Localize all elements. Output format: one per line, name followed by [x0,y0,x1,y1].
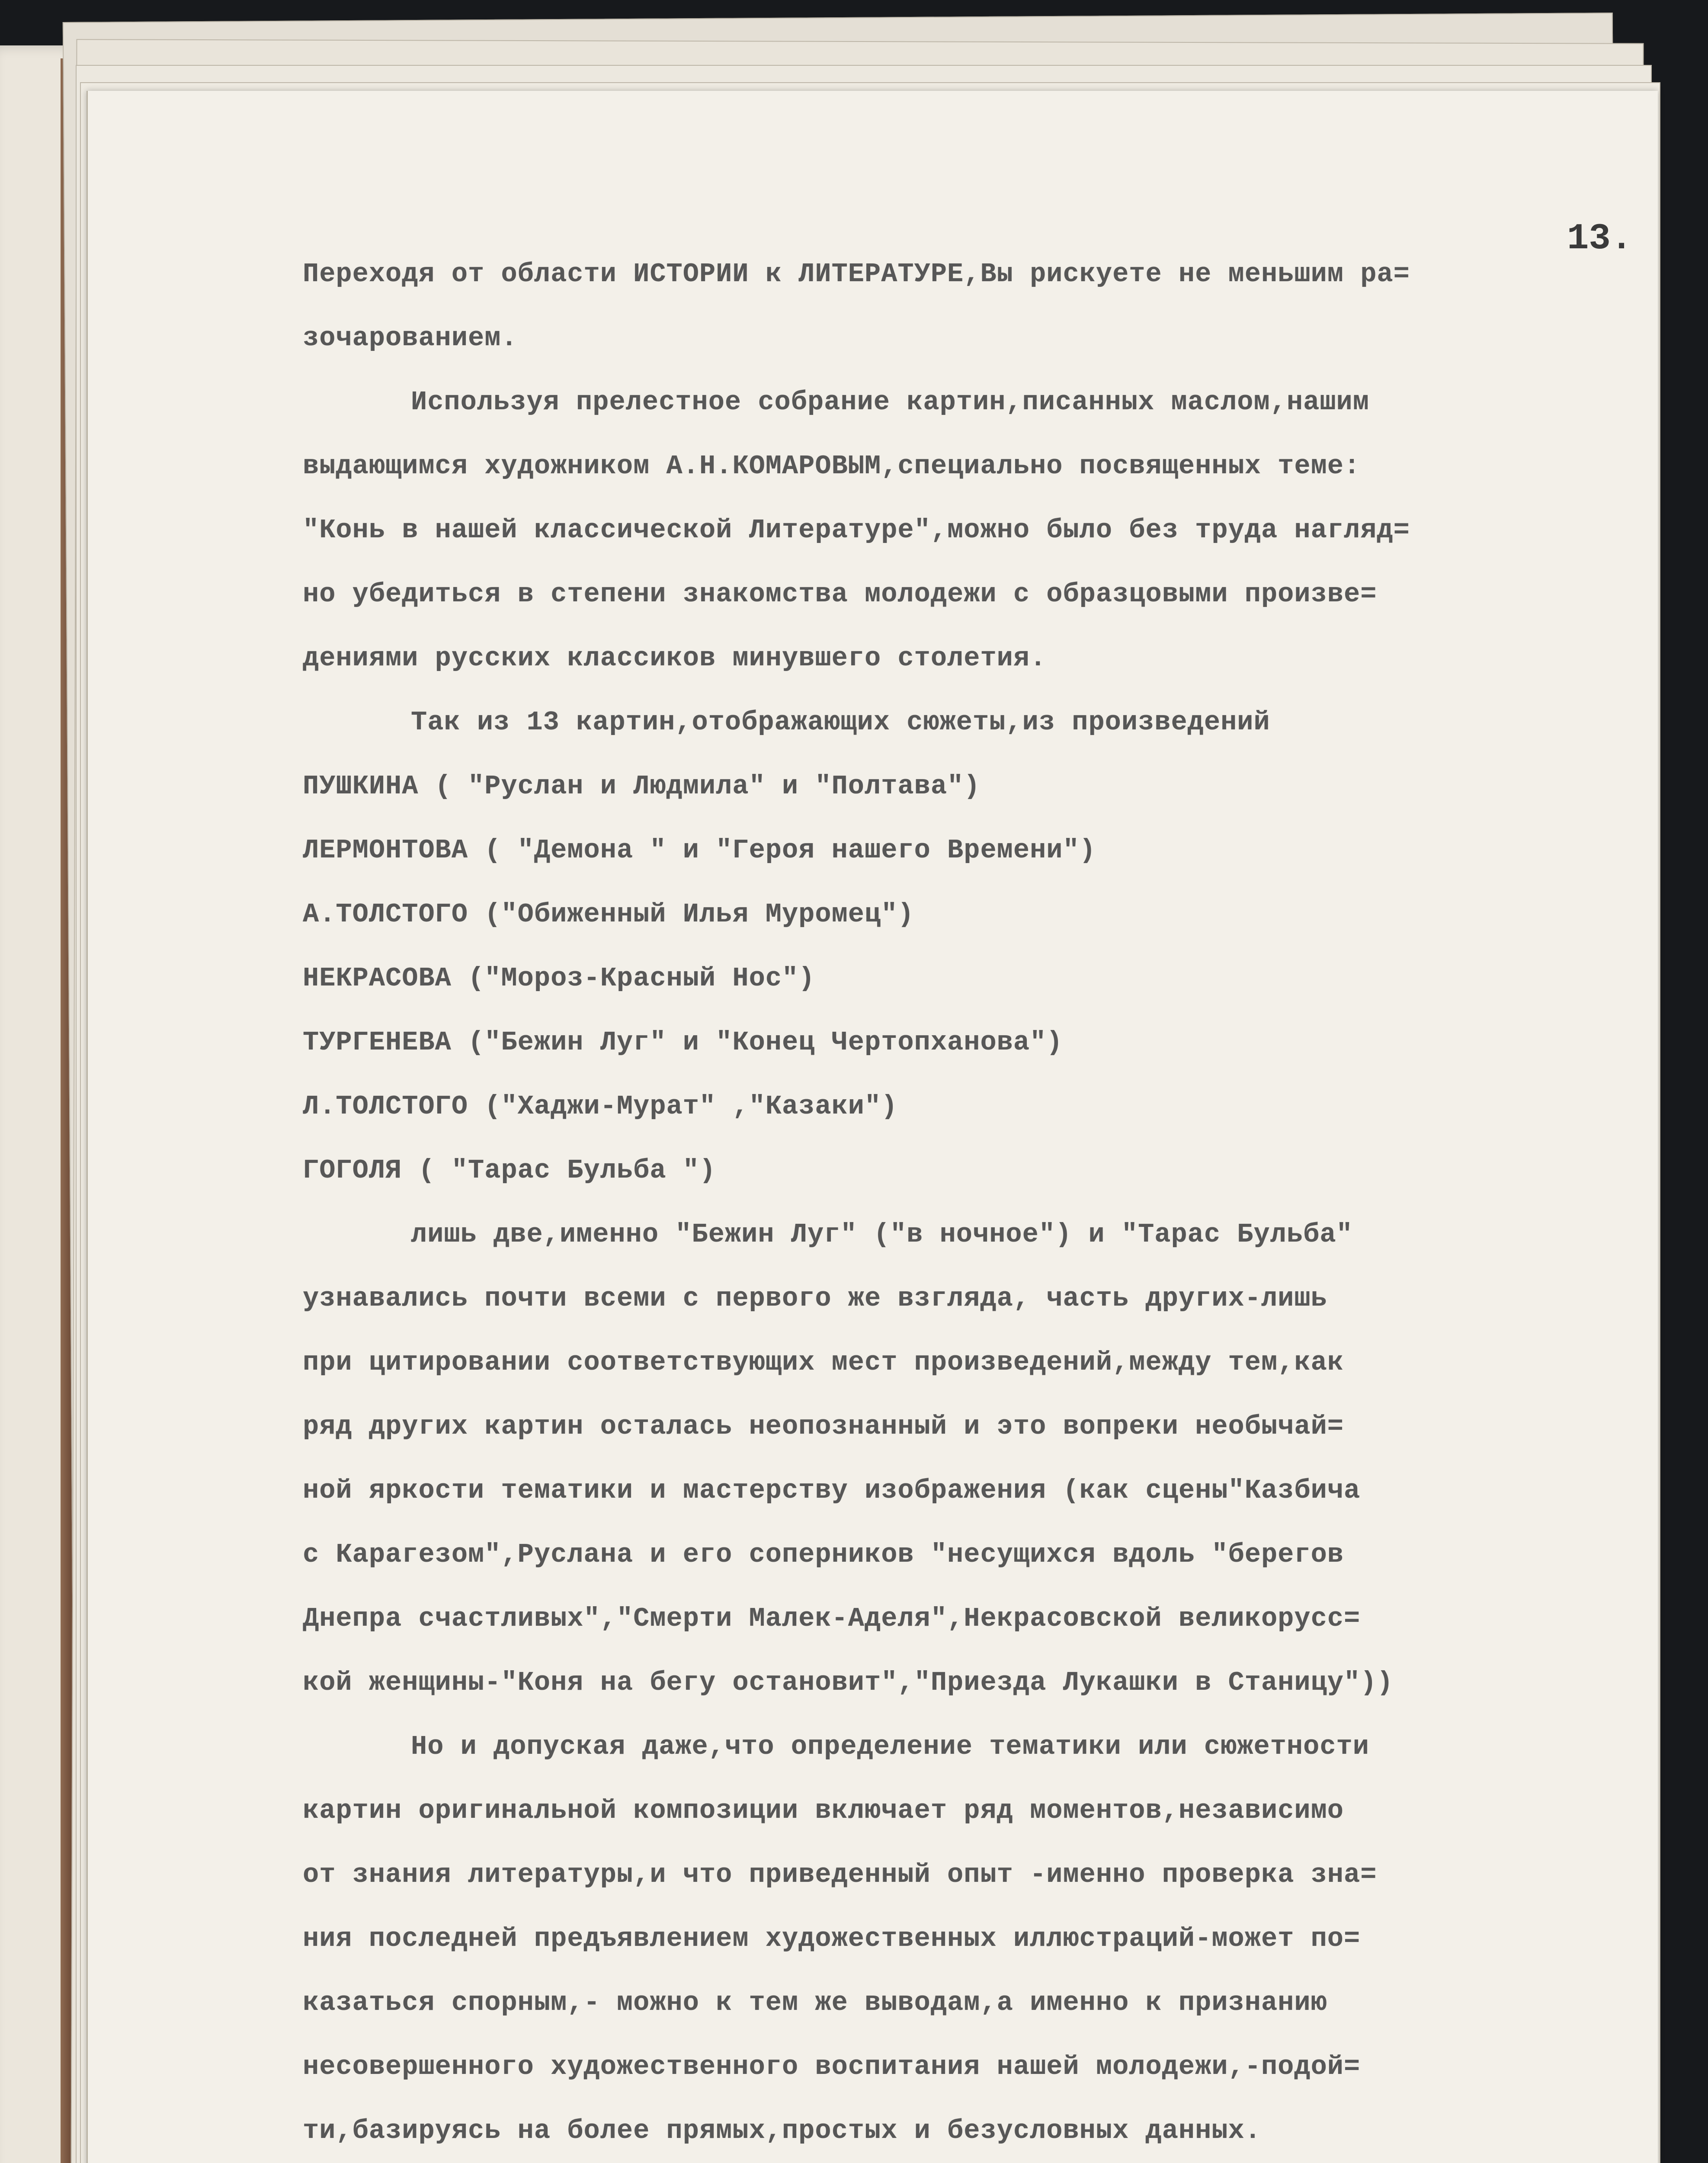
text-line: узнавались почти всеми с первого же взгляда, часть других-лишь [303,1283,1327,1314]
text-line: "Конь в нашей классической Литературе",можно было без труда нагляд= [303,515,1410,546]
text-line: казаться спорным,- можно к тем же выводам,а именно к признанию [303,1987,1327,2018]
text-line: ТУРГЕНЕВА ("Бежин Луг" и "Конец Чертопханова") [303,1027,1063,1058]
text-line: несовершенного художественного воспитания нашей молодежи,-подой= [303,2051,1361,2082]
text-line: ния последней предъявлением художественных иллюстраций-может по= [303,1923,1361,1954]
text-line: от знания литературы,и что приведенный опыт -именно проверка зна= [303,1859,1377,1890]
text-line: ГОГОЛЯ ( "Тарас Бульба ") [303,1155,716,1186]
text-line: ПУШКИНА ( "Руслан и Людмила" и "Полтава") [303,771,981,802]
text-line: Но и допуская даже,что определение тематики или сюжетности [411,1731,1369,1762]
text-line: при цитировании соответствующих мест произведений,между тем,как [303,1347,1344,1378]
typed-text-body [303,242,1579,2163]
text-line: зочарованием. [303,323,518,353]
text-line: Так из 13 картин,отображающих сюжеты,из произведений [411,707,1270,738]
text-line: Днепра счастливых","Смерти Малек-Аделя",Некрасовской великорусс= [303,1603,1361,1634]
text-line: выдающимся художником А.Н.КОМАРОВЫМ,специально посвященных теме: [303,451,1361,481]
text-line: ти,базируясь на более прямых,простых и безусловных данных. [303,2115,1261,2146]
text-line: картин оригинальной композиции включает ряд моментов,независимо [303,1795,1344,1826]
text-line: дениями русских классиков минувшего столетия. [303,643,1047,674]
text-line: ной яркости тематики и мастерству изображения (как сцены"Казбича [303,1475,1361,1506]
text-line: НЕКРАСОВА ("Мороз-Красный Нос") [303,963,815,994]
text-line: Л.ТОЛСТОГО ("Хаджи-Мурат" ,"Казаки") [303,1091,898,1122]
text-line: но убедиться в степени знакомства молодежи с образцовыми произве= [303,579,1377,610]
text-line: А.ТОЛСТОГО ("Обиженный Илья Муромец") [303,899,914,930]
page-number: 13. [1567,218,1633,260]
text-line: ЛЕРМОНТОВА ( "Демона " и "Героя нашего Времени") [303,835,1096,866]
text-line: Используя прелестное собрание картин,писанных маслом,нашим [411,387,1369,417]
text-line: кой женщины-"Коня на бегу остановит","Приезда Лукашки в Станицу")) [303,1667,1394,1698]
text-line: с Карагезом",Руслана и его соперников "несущихся вдоль "берегов [303,1539,1344,1570]
text-line: Переходя от области ИСТОРИИ к ЛИТЕРАТУРЕ,Вы рискуете не меньшим ра= [303,259,1410,289]
text-line: лишь две,именно "Бежин Луг" ("в ночное") и "Тарас Бульба" [411,1219,1353,1250]
text-line: ряд других картин осталась неопознанный и это вопреки необычай= [303,1411,1344,1442]
